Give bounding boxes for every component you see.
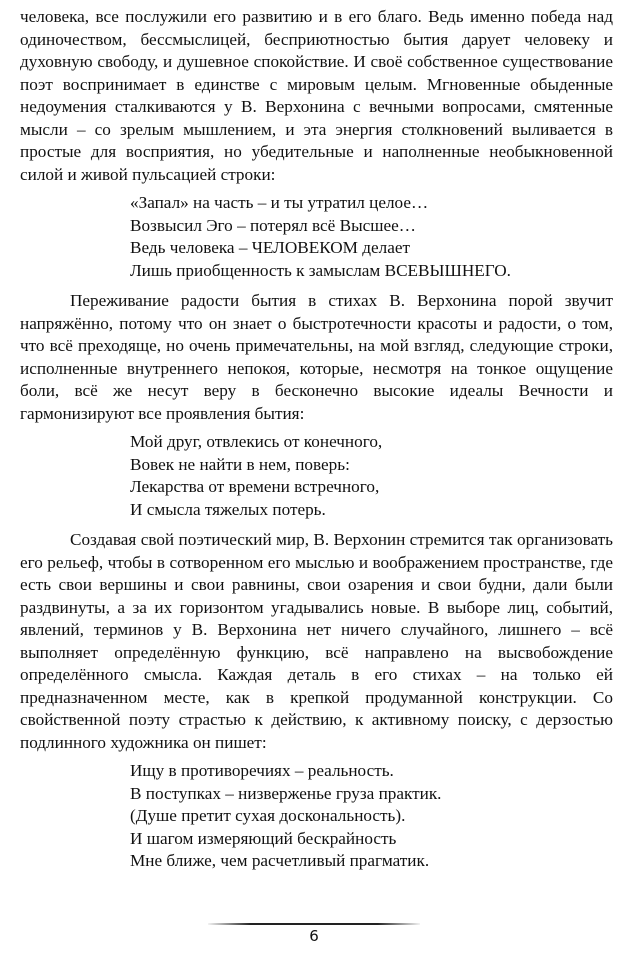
verse-line: Возвысил Эго – потерял всё Высшее… xyxy=(130,215,416,235)
paragraph-2: Переживание радости бытия в стихах В. Верхонина порой звучит напряжённо, потому что он знает о быстротечности красоты и радости, о том, что всё преходяще, но очень примечательны, на мой взгляд, следующие строки, исполненные внутреннего непокоя, которые, несмотря на тонкое ощущение боли, всё же несут веру в бесконечно высокие идеалы Вечности и гармонизируют все проявления бытия: xyxy=(20,291,613,423)
verse-line: Лекарства от времени встречного, xyxy=(130,477,380,496)
footer-divider xyxy=(208,923,420,925)
verse-line: Вовек не найти в нем, поверь: xyxy=(130,454,350,474)
verse-line: (Душе претит сухая доскональность). xyxy=(130,806,406,825)
verse-line: И смысла тяжелых потерь. xyxy=(130,499,326,519)
verse-line: Лишь приобщенность к замыслам ВСЕВЫШНЕГО. xyxy=(130,260,511,280)
verse-block-1 xyxy=(20,192,613,282)
verse-line: В поступках – низверженье груза практик. xyxy=(130,783,442,803)
verse-line: Мне ближе, чем расчетливый прагматик. xyxy=(130,851,430,870)
paragraph-1: человека, все послужили его развитию и в его благо. Ведь именно победа над одиночеством, бессмыслицей, бесприютностью бытия дарует человеку и духовную свободу, и душевное спокойствие. И своё собственное существование поэт воспринимает в единстве с мировым целым. Мгновенные обыденные недоумения сталкиваются у В. Верхонина с вечными вопросами, смятенные мысли – со зрелым мышлением, и эта энергия столкновений выливается в простые для восприятия, но убедительные и наполненные необыкновенной силой и живой пульсацией строки: xyxy=(20,7,613,184)
verse-line: Ищу в противоречиях – реальность. xyxy=(130,761,394,780)
verse-line: Ведь человека – ЧЕЛОВЕКОМ делает xyxy=(130,238,410,257)
verse-block-2 xyxy=(20,431,613,521)
verse-line: И шагом измеряющий бескрайность xyxy=(130,828,397,848)
verse-line: Мой друг, отвлекись от конечного, xyxy=(130,432,383,451)
verse-line: «Запал» на часть – и ты утратил целое… xyxy=(130,193,429,212)
paragraph-3: Создавая свой поэтический мир, В. Верхонин стремится так организовать его рельеф, чтобы в сотворенном его мыслью и воображением пространстве, где есть свои вершины и свои равнины, свои озарения и свои будни, дали были раздвинуты, а за их горизонтом угадывались новые. В выборе лиц, событий, явлений, терминов у В. Верхонина нет ничего случайного, лишнего – всё выполняет определённую функцию, всё направлено на высвобождение определённого смысла. Каждая деталь в его стихах – на только ей предназначенном месте, как в крепкой продуманной конструкции. Со свойственной поэту страстью к действию, к активному поиску, с дерзостью подлинного художника он пишет: xyxy=(20,530,613,752)
verse-block-3 xyxy=(20,760,613,873)
page-number: 6 xyxy=(309,927,319,945)
page-body xyxy=(20,6,613,873)
